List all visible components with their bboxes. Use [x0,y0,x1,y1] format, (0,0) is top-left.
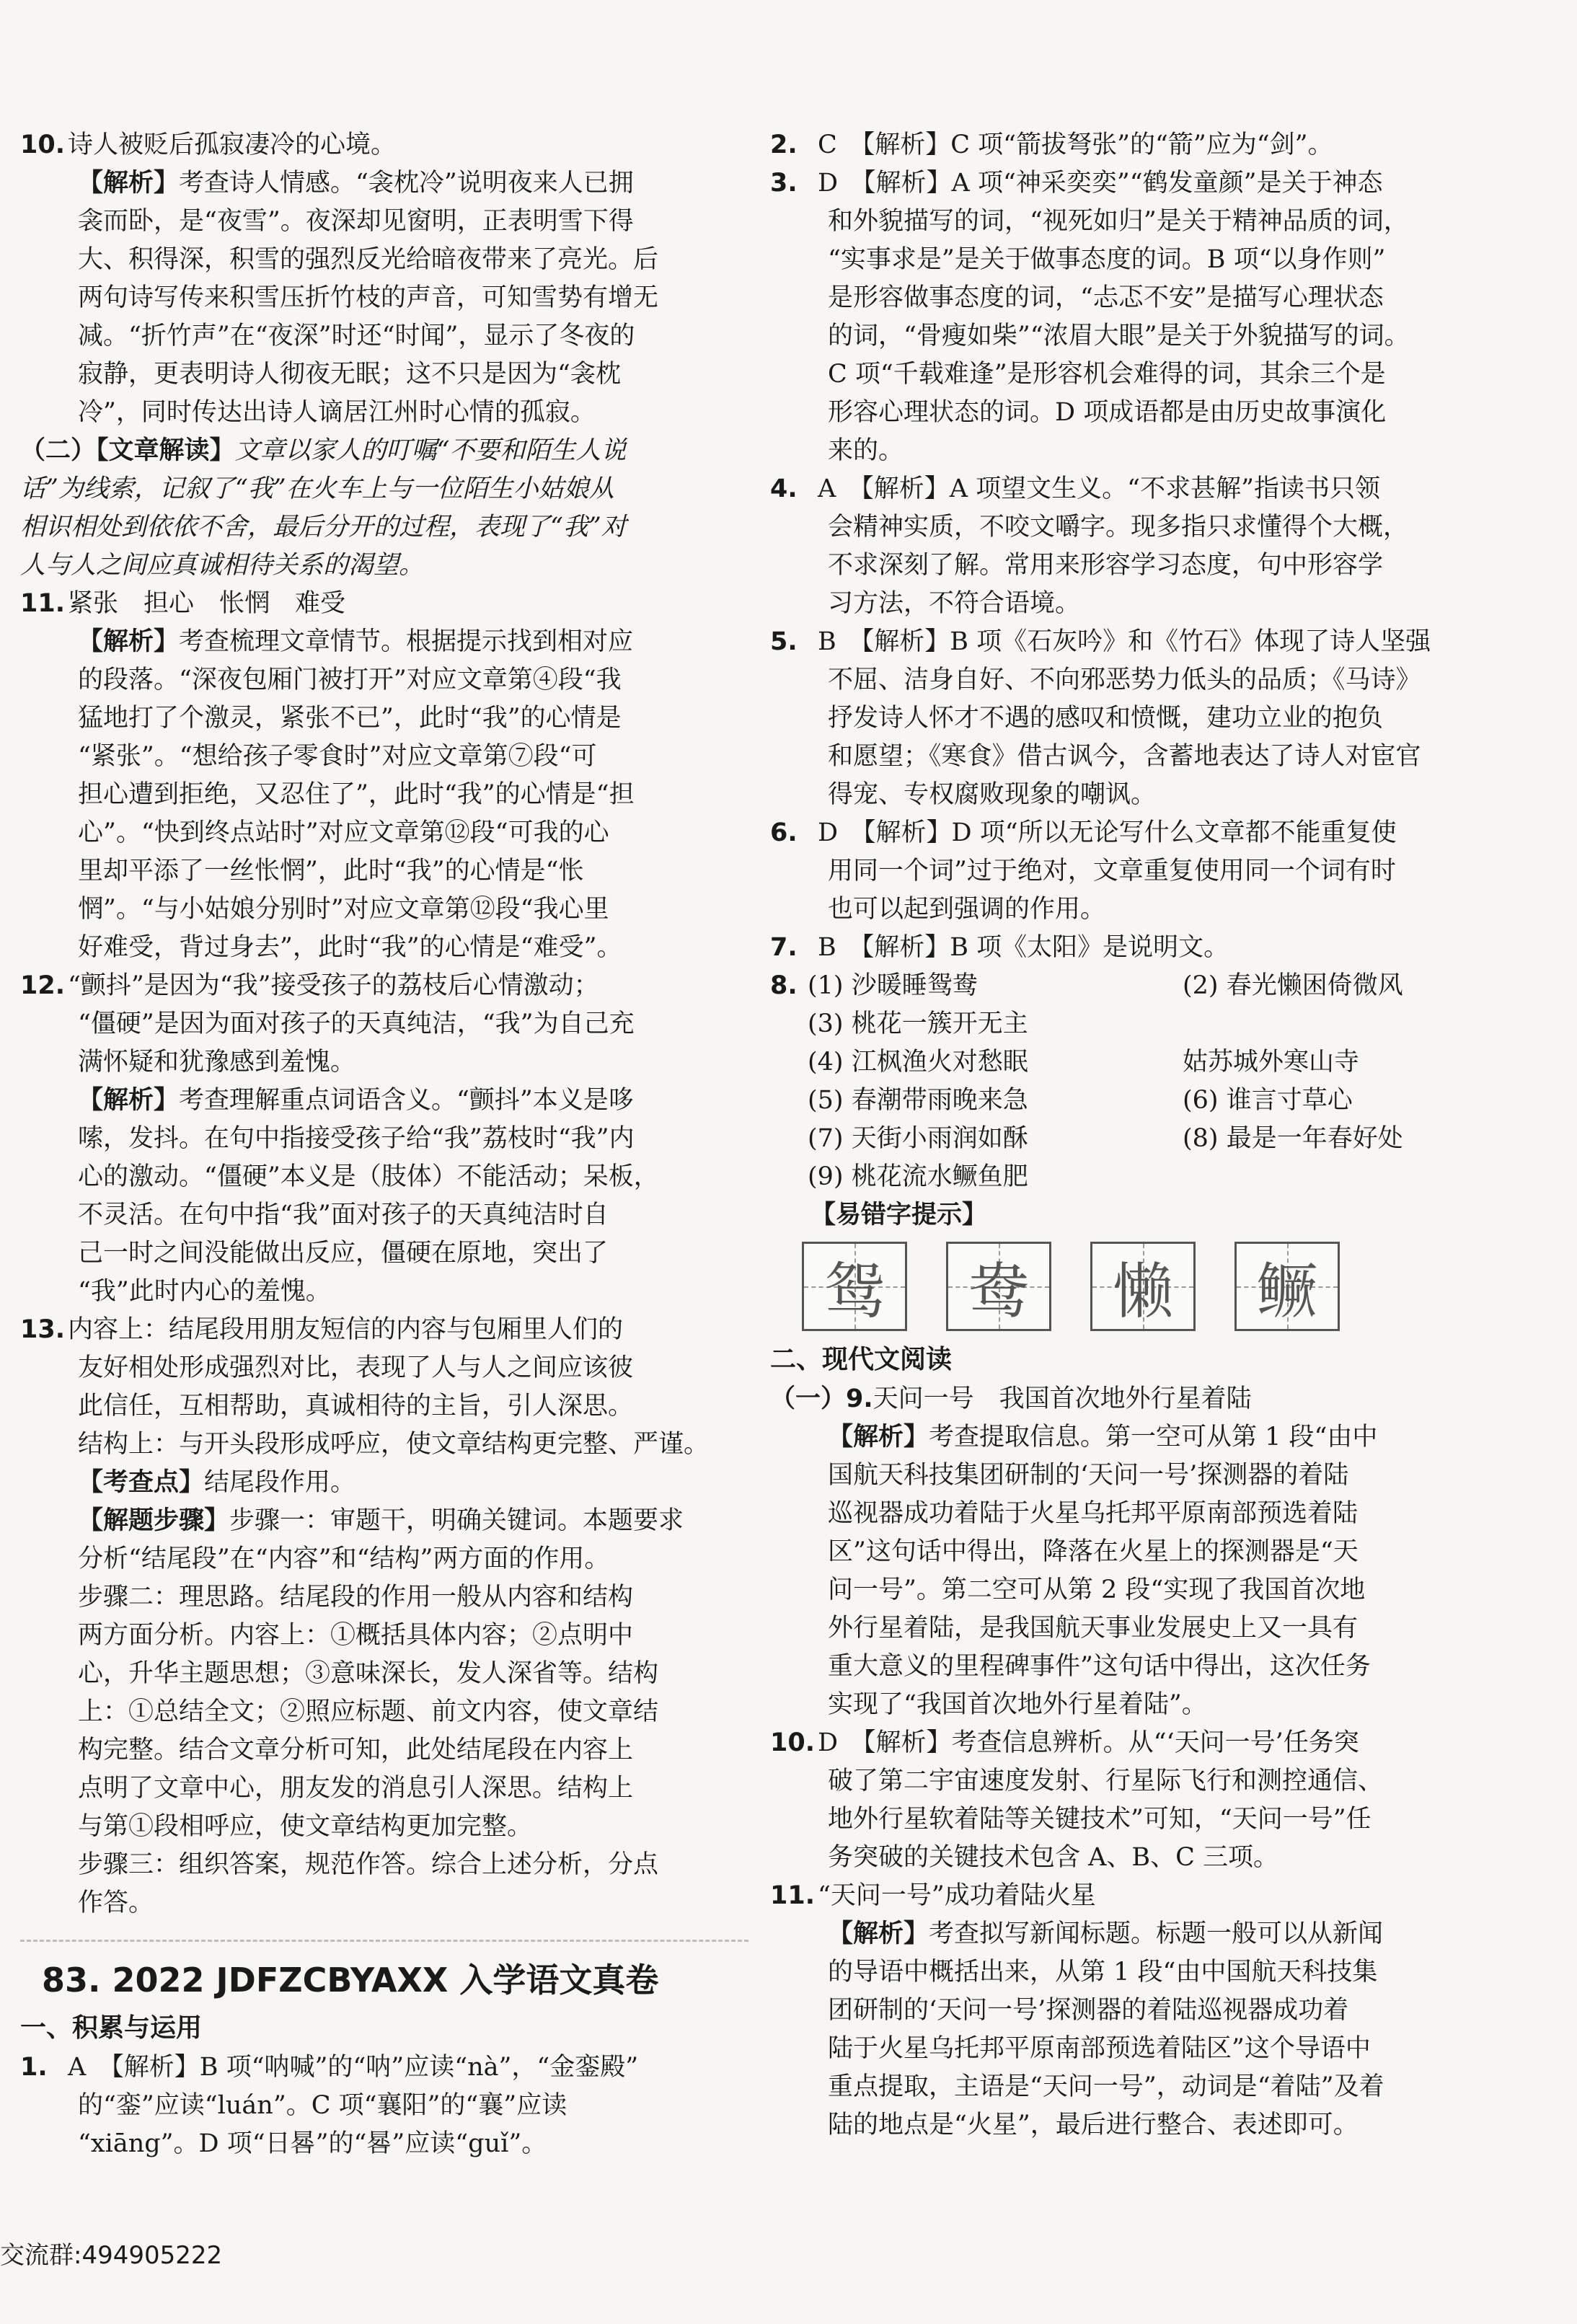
question-number: 5. [770,627,798,656]
char-grid-box [1234,1242,1340,1331]
exam-title: 83. 2022 JDFZCBYAXX 入学语文真卷 [42,1961,659,2000]
question-3 [770,164,1491,470]
analysis-line: 心的激动。“僵硬”本义是（肢体）不能活动；呆板， [78,1162,659,1191]
section-divider [20,1940,748,1942]
question-11-reading [770,1877,1491,2144]
poem-line: (4) 江枫渔火对愁眠 [808,1048,1028,1077]
answer-line: A 【解析】A 项望文生义。“不求甚解”指读书只领 [818,474,1380,503]
answer-line: “实事求是”是关于做事态度的词。B 项“以身作则” [828,245,1386,274]
char-grid-box [946,1242,1051,1331]
analysis-line: 团研制的‘天问一号’探测器的着陆巡视器成功着 [828,1996,1349,2025]
question-4 [770,470,1491,623]
question-10 [20,126,748,432]
answer-line: “xiāng”。D 项“日晷”的“晷”应读“guǐ”。 [78,2129,547,2158]
analysis-label: 【解析】 [78,1086,180,1115]
solving-steps-label: 【解题步骤】 [78,1506,230,1535]
analysis-line: 考查拟写新闻标题。标题一般可以从新闻 [929,1919,1384,1948]
question-number: 3. [770,169,798,198]
step-line: 步骤三：组织答案，规范作答。综合上述分析，分点 [78,1850,659,1879]
step-line: 步骤一：审题干，明确关键词。本题要求 [229,1506,684,1535]
footer-group-number: 交流群:494905222 [0,2241,223,2270]
question-12 [20,967,748,1311]
question-number: 13. [20,1315,66,1344]
interpretation-line: 文章以家人的叮嘱“不要和陌生人说 [234,436,627,465]
question-1 [20,2049,748,2163]
question-7 [770,929,1491,967]
answer-line: 来的。 [828,436,904,465]
answer-line: 和外貌描写的词，“视死如归”是关于精神品质的词， [828,207,1409,236]
poem-line: (7) 天街小雨润如酥 [808,1124,1028,1153]
question-number: 7. [770,933,798,962]
answer-line: 用同一个词”过于绝对，文章重复使用同一个词有时 [828,857,1396,885]
answer-line: 形容心理状态的词。D 项成语都是由历史故事演化 [828,398,1387,427]
analysis-line: 己一时之间没能做出反应，僵硬在原地，突出了 [78,1239,609,1268]
answer-line: 习方法，不符合语境。 [828,589,1081,618]
question-number: 12. [20,971,66,1000]
char: 懒 [1112,1255,1173,1327]
answer-line: 友好相处形成强烈对比，表现了人与人之间应该彼 [78,1353,634,1382]
question-number: 11. [770,1881,816,1910]
answer-line: 抒发诗人怀才不遇的感叹和愤慨，建功立业的抱负 [828,704,1384,733]
analysis-line: 陆的地点是“火星”，最后进行整合、表述即可。 [828,2111,1359,2139]
answer-line: C 项“千载难逢”是形容机会难得的词，其余三个是 [828,360,1386,389]
answer-text: 紧张 担心 怅惘 难受 [68,589,346,618]
answer-line: 和愿望；《寒食》借古讽今，含蓄地表达了诗人对宦官 [828,742,1421,771]
answer-line: 的词，“骨瘦如柴”“浓眉大眼”是关于外貌描写的词。 [828,322,1410,350]
poem-line: (2) 春光懒困倚微风 [1183,971,1403,1000]
analysis-line: 心”。“快到终点站时”对应文章第⑫段“可我的心 [78,818,609,847]
step-line: 步骤二：理思路。结尾段的作用一般从内容和结构 [78,1583,634,1612]
analysis-line: 嗦，发抖。在句中指接受孩子给“我”荔枝时“我”内 [78,1124,635,1153]
analysis-line: 陆于火星乌托邦平原南部预选着陆区”这个导语中 [828,2034,1371,2063]
answer-line: 不求深刻了解。常用来形容学习态度，句中形容学 [828,551,1384,580]
question-number: 2. [770,131,798,159]
poem-line: (9) 桃花流水鳜鱼肥 [808,1162,1028,1191]
analysis-line: 担心遭到拒绝，又忍住了”，此时“我”的心情是“担 [78,780,635,809]
analysis-line: 国航天科技集团研制的‘天问一号’探测器的着陆 [828,1461,1349,1490]
analysis-line: 减。“折竹声”在“夜深”时还“时闻”，显示了冬夜的 [78,322,635,350]
answer-line: A 【解析】B 项“呐喊”的“呐”应读“nà”，“金銮殿” [68,2053,639,2082]
poem-line: (6) 谁言寸草心 [1183,1086,1353,1115]
analysis-line: 重大意义的里程碑事件”这句话中得出，这次任务 [828,1652,1371,1681]
step-line: 心，升华主题思想；③意味深长，发人深省等。结构 [78,1659,659,1688]
answer-line: 内容上：结尾段用朋友短信的内容与包厢里人们的 [68,1315,624,1344]
exam-point: 结尾段作用。 [204,1468,356,1497]
structure-line: 结构上：与开头段形成呼应，使文章结构更完整、严谨。 [78,1430,710,1459]
question-number: （一）9. [770,1384,873,1413]
answer-line: 会精神实质，不咬文嚼字。现多指只求懂得个大概， [828,513,1409,542]
analysis-line: “紧张”。“想给孩子零食时”对应文章第⑦段“可 [78,742,597,771]
answer-line: 破了第二宇宙速度发射、行星际飞行和测控通信、 [828,1767,1384,1795]
interpretation-line: 人与人之间应真诚相待关系的渴望。 [20,551,425,580]
answer-text: “天问一号”成功着陆火星 [818,1881,1096,1910]
answer-line: 是形容做事态度的词，“忐忑不安”是描写心理状态 [828,283,1384,312]
interpretation-label: （二）【文章解读】 [20,436,235,465]
answer-line: 此信任，互相帮助，真诚相待的主旨，引人深思。 [78,1392,634,1421]
question-number: 4. [770,474,798,503]
question-number: 10. [20,131,66,159]
analysis-line: 的段落。“深夜包厢门被打开”对应文章第④段“我 [78,666,622,694]
step-line: 分析“结尾段”在“内容”和“结构”两方面的作用。 [78,1545,610,1573]
answer-line: 地外行星软着陆等关键技术”可知，“天问一号”任 [828,1805,1371,1834]
analysis-line: 里却平添了一丝怅惘”，此时“我”的心情是“怅 [78,857,584,885]
analysis-line: 好难受，背过身去”，此时“我”的心情是“难受”。 [78,933,622,962]
analysis-line: 考查诗人情感。“衾枕冷”说明夜来人已拥 [179,169,634,198]
answer-text: 诗人被贬后孤寂凄冷的心境。 [68,131,397,159]
analysis-label: 【解析】 [828,1919,929,1948]
analysis-line: 外行星着陆，是我国航天事业发展史上又一具有 [828,1614,1359,1643]
answer-line: D 【解析】D 项“所以无论写什么文章都不能重复使 [818,818,1397,847]
right-column [770,126,1491,2144]
analysis-line: 冷”，同时传达出诗人谪居江州时心情的孤寂。 [78,398,596,427]
question-number: 1. [20,2053,48,2082]
answer-line: C 【解析】C 项“箭拔弩张”的“箭”应为“剑”。 [818,131,1333,159]
analysis-line: 惘”。“与小姑娘分别时”对应文章第⑫段“我心里 [78,895,609,924]
section-heading: 一、积累与运用 [20,2013,203,2043]
analysis-line: 实现了“我国首次地外行星着陆”。 [828,1690,1207,1719]
left-column [20,126,748,2163]
analysis-line: 重点提取，主语是“天问一号”，动词是“着陆”及着 [828,2072,1384,2101]
question-11 [20,585,748,967]
answer-line: B 【解析】B 项《石灰吟》和《竹石》体现了诗人坚强 [818,627,1431,656]
char: 鸯 [968,1255,1029,1327]
poem-line [1183,1005,1500,1043]
poem-line: 姑苏城外寒山寺 [1183,1048,1360,1077]
question-6 [770,814,1491,929]
step-line: 上：①总结全文；②照应标题、前文内容，使文章结 [78,1697,659,1726]
step-line: 作答。 [78,1888,154,1917]
poem-line: (1) 沙暖睡鸳鸯 [808,971,978,1000]
analysis-line: 两句诗写传来积雪压折竹枝的声音，可知雪势有增无 [78,283,659,312]
question-13 [20,1311,748,1922]
analysis-label: 【解析】 [78,627,180,656]
question-number: 10. [770,1728,816,1757]
answer-line: D 【解析】A 项“神采奕奕”“鹤发童颜”是关于神态 [818,169,1383,198]
step-line: 构完整。结合文章分析可知，此处结尾段在内容上 [78,1736,634,1764]
analysis-line: 猛地打了个激灵，紧张不已”，此时“我”的心情是 [78,704,622,733]
char: 鸳 [823,1255,885,1327]
poem-line: (5) 春潮带雨晚来急 [808,1086,1028,1115]
answer-line: 也可以起到强调的作用。 [828,895,1106,924]
answer-line: D 【解析】考查信息辨析。从“‘天问一号’任务突 [818,1728,1359,1757]
analysis-line: 巡视器成功着陆于火星乌托邦平原南部预选着陆 [828,1499,1359,1528]
step-line: 点明了文章中心，朋友发的消息引人深思。结构上 [78,1774,634,1803]
article-interpretation [20,432,748,585]
analysis-line: 不灵活。在句中指“我”面对孩子的天真纯洁时自 [78,1201,609,1229]
answer-line: “僵硬”是因为面对孩子的天真纯洁，“我”为自己充 [78,1009,635,1038]
analysis-label: 【解析】 [828,1423,929,1452]
analysis-line: 考查提取信息。第一空可从第 1 段“由中 [929,1423,1378,1452]
analysis-line: 区”这句话中得出，降落在火星上的探测器是“天 [828,1537,1359,1566]
answer-text: 天问一号 我国首次地外行星着陆 [873,1384,1252,1413]
section-heading: 二、现代文阅读 [770,1345,953,1374]
question-5 [770,623,1491,814]
question-number: 8. [770,971,798,1000]
answer-line: 的“銮”应读“luán”。C 项“襄阳”的“襄”应读 [78,2091,567,2120]
error-hint-label: 【易错字提示】 [810,1201,988,1229]
question-number: 6. [770,818,798,847]
poem-line [1183,1158,1500,1196]
answer-line: 得宠、专权腐败现象的嘲讽。 [828,780,1157,809]
interpretation-line: 相识相处到依依不舍，最后分开的过程，表现了“我”对 [20,513,627,542]
answer-line: B 【解析】B 项《太阳》是说明文。 [818,933,1229,962]
char-grid-box [802,1242,907,1331]
analysis-line: 衾而卧，是“夜雪”。夜深却见窗明，正表明雪下得 [78,207,634,236]
exam-point-label: 【考查点】 [78,1468,205,1497]
analysis-line: 寂静，更表明诗人彻夜无眠；这不只是因为“衾枕 [78,360,621,389]
step-line: 两方面分析。内容上：①概括具体内容；②点明中 [78,1621,634,1650]
answer-line: 满怀疑和犹豫感到羞愧。 [78,1048,356,1077]
analysis-line: 问一号”。第二空可从第 2 段“实现了我国首次地 [828,1576,1366,1604]
char-grid-box [1090,1242,1196,1331]
interpretation-line: 话”为线索，记叙了“我”在火车上与一位陌生小姑娘从 [20,474,614,503]
analysis-line: “我”此时内心的羞愧。 [78,1277,331,1306]
step-line: 与第①段相呼应，使文章结构更加完整。 [78,1812,533,1841]
answer-line: 不屈、洁身自好、不向邪恶势力低头的品质；《马诗》 [828,666,1421,694]
question-10-reading [770,1724,1491,1877]
question-9 [770,1380,1491,1724]
analysis-line: 的导语中概括出来，从第 1 段“由中国航天科技集 [828,1958,1378,1987]
poem-line: (3) 桃花一簇开无主 [808,1009,1028,1038]
char: 鳜 [1256,1255,1317,1327]
analysis-line: 考查梳理文章情节。根据提示找到相对应 [179,627,634,656]
poem-lines [770,967,1491,1196]
question-2 [770,126,1491,164]
question-8 [770,967,1491,1331]
answer-line: “颤抖”是因为“我”接受孩子的荔枝后心情激动； [68,971,599,1000]
analysis-line: 大、积得深，积雪的强烈反光给暗夜带来了亮光。后 [78,245,659,274]
analysis-line: 考查理解重点词语含义。“颤抖”本义是哆 [179,1086,634,1115]
error-chars [802,1242,1491,1331]
question-number: 11. [20,589,66,618]
answer-line: 务突破的关键技术包含 A、B、C 三项。 [828,1843,1279,1872]
analysis-label: 【解析】 [78,169,180,198]
poem-line: (8) 最是一年春好处 [1183,1124,1403,1153]
